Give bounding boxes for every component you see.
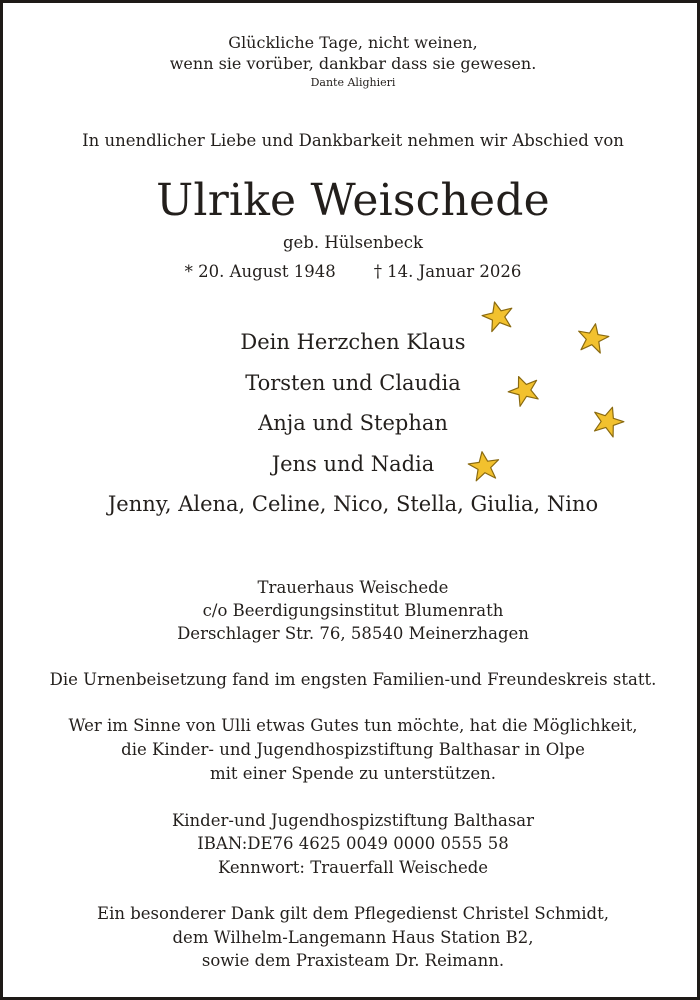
bank-line: Kinder-und Jugendhospizstiftung Balthasar [171,811,535,830]
donation-line: Wer im Sinne von Ulli etwas Gutes tun möchte, hat die Möglichkeit, [68,716,638,735]
bank-line: Kennwort: Trauerfall Weischede [217,858,489,877]
thanks-line: sowie dem Praxisteam Dr. Reimann. [201,951,505,970]
star-icon [573,318,612,357]
family-member: Torsten und Claudia [245,371,461,395]
address-line: Derschlager Str. 76, 58540 Meinerzhagen [177,624,529,643]
family-member: Jenny, Alena, Celine, Nico, Stella, Giulia, Nino [107,492,599,516]
address-line: c/o Beerdigungsinstitut Blumenrath [202,601,504,620]
bank-line: IBAN:DE76 4625 0049 0000 0555 58 [197,834,509,853]
thanks-line: dem Wilhelm-Langemann Haus Station B2, [172,928,534,947]
birth-name: geb. Hülsenbeck [282,233,424,252]
birth-date: * 20. August 1948 [184,262,336,281]
thanks-line: Ein besonderer Dank gilt dem Pflegedienst Christel Schmidt, [97,904,609,923]
burial-note: Die Urnenbeisetzung fand im engsten Familien-und Freundeskreis statt. [49,670,657,689]
quote-author: Dante Alighieri [310,76,396,89]
star-icon [465,447,503,485]
donation-line: die Kinder- und Jugendhospizstiftung Balthasar in Olpe [121,740,585,759]
quote-line-2: wenn sie vorüber, dankbar dass sie gewesen. [169,54,537,73]
death-date: † 14. Januar 2026 [373,262,522,281]
quote-line-1: Glückliche Tage, nicht weinen, [228,33,478,52]
donation-line: mit einer Spende zu unterstützen. [210,764,496,783]
life-dates [3,262,700,281]
star-icon [587,400,630,443]
deceased-name: Ulrike Weischede [156,175,550,226]
intro-text: In unendlicher Liebe und Dankbarkeit nehmen wir Abschied von [82,131,624,150]
address-line: Trauerhaus Weischede [257,578,449,597]
family-member: Anja und Stephan [258,411,448,435]
family-member: Jens und Nadia [271,452,435,476]
family-member: Dein Herzchen Klaus [240,330,466,354]
